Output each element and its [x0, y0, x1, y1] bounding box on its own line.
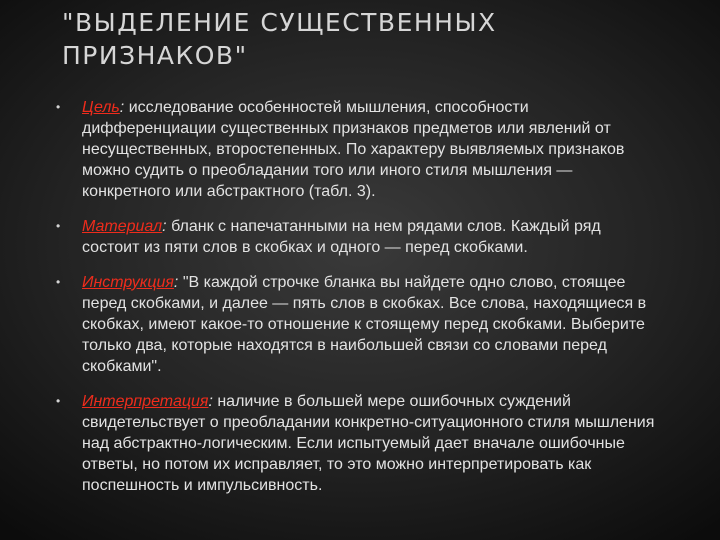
item-text: исследование особенностей мышления, способности дифференциации существенных признаков предметов или явлений от несущественных, второстепенных. По характеру выявляемых признаков можно судить о преобладании того или иного стиля мышления — конкретного или абстрактного (табл. 3). — [82, 99, 625, 200]
bullet-icon: • — [56, 275, 61, 289]
term-label: Интерпретация — [82, 393, 209, 410]
term-label: Материал — [82, 218, 163, 235]
slide-title: "ВЫДЕЛЕНИЕ СУЩЕСТВЕННЫХ ПРИЗНАКОВ" — [62, 8, 497, 70]
term-colon: : — [119, 99, 125, 116]
term-label: Цель — [82, 99, 120, 116]
bullet-list — [56, 97, 656, 510]
list-item-material — [56, 216, 656, 258]
term-colon: : — [208, 393, 213, 410]
bullet-icon: • — [56, 394, 61, 408]
list-item-instruction — [56, 272, 656, 377]
bullet-icon: • — [56, 100, 61, 114]
item-text: бланк с напечатанными на нем рядами слов. Каждый ряд состоит из пяти слов в скобках и одного — перед скобками. — [82, 218, 601, 256]
term-colon: : — [162, 218, 167, 235]
list-item-goal — [56, 97, 656, 202]
item-text: "В каждой строчке бланка вы найдете одно слово, стоящее перед скобками, и далее — пять слов в скобках. Все слова, находящиеся в скобках, имеют какое-то отношение к стоящему перед скобками. Выберите только два, которые находятся в наибольшей связи со словами перед скобками". — [82, 274, 647, 375]
list-item-interpretation — [56, 391, 656, 496]
item-text: наличие в большей мере ошибочных суждений свидетельствует о преобладании конкретно-ситуационного стиля мышления над абстрактно-логическим. Если испытуемый дает вначале ошибочные ответы, но потом их исправляет, то это можно интерпретировать как поспешность и импульсивность. — [82, 393, 655, 494]
bullet-icon: • — [56, 219, 61, 233]
term-label: Инструкция — [82, 274, 174, 291]
term-colon: : — [173, 274, 179, 291]
